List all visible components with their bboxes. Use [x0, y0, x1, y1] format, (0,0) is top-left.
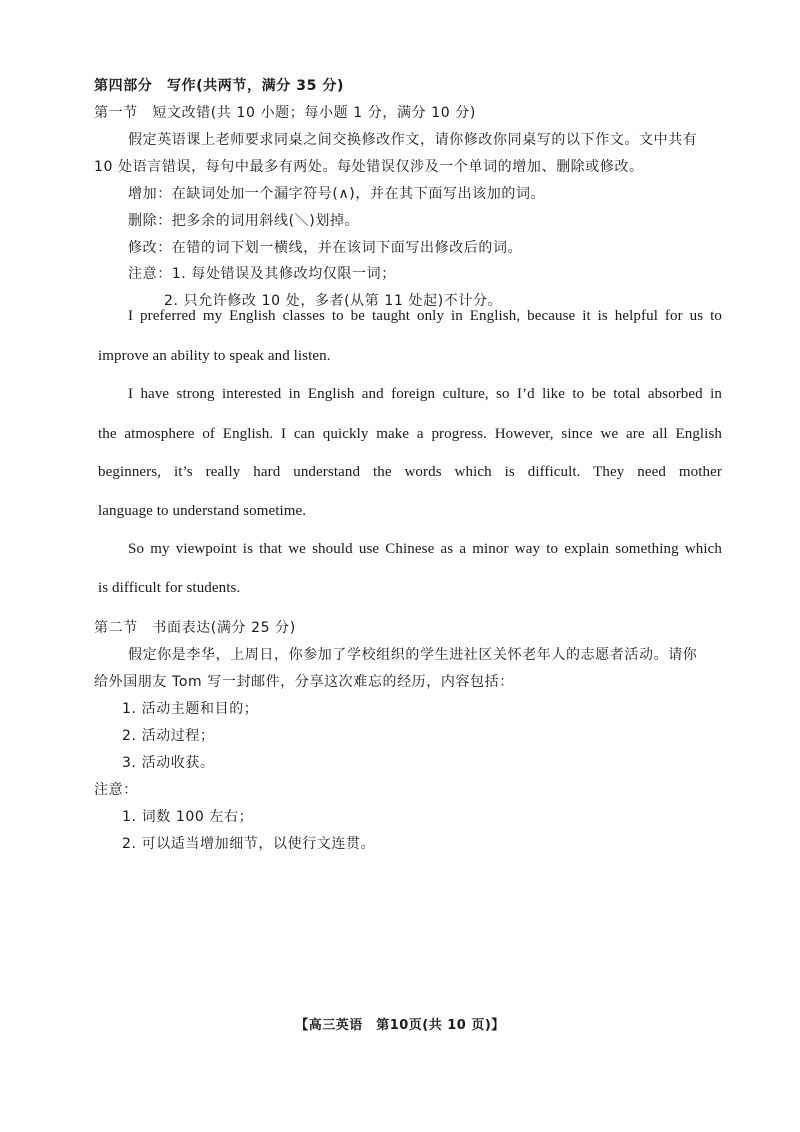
section2-heading: 第二节 书面表达(满分 25 分)	[94, 620, 296, 636]
content-item-1: 1. 活动主题和目的；	[122, 701, 259, 717]
note-item-1: 1. 词数 100 左右；	[122, 809, 254, 825]
delete-rule: 删除：把多余的词用斜线(＼)划掉。	[128, 213, 360, 229]
add-rule: 增加：在缺词处加一个漏字符号(∧)，并在其下面写出该加的词。	[128, 186, 546, 202]
section1-intro-line1: 假定英语课上老师要求同桌之间交换修改作文，请你修改你同桌写的以下作文。文中共有	[128, 132, 698, 148]
essay-p3-line2: is difficult for students.	[98, 580, 241, 596]
essay-p1-line1: I preferred my English classes to be taught only in English, because it is helpful for us to	[128, 308, 722, 324]
modify-rule: 修改：在错的词下划一横线，并在该词下面写出修改后的词。	[128, 240, 523, 256]
section1-heading: 第一节 短文改错(共 10 小题；每小题 1 分，满分 10 分)	[94, 105, 476, 121]
notes-label: 注意：	[94, 782, 138, 798]
essay-p2-line2: the atmosphere of English. I can quickly make a progress. However, since we are all English	[98, 426, 722, 442]
content-item-3: 3. 活动收获。	[122, 755, 215, 771]
essay-p2-line4: language to understand sometime.	[98, 503, 307, 519]
note-item-2: 2. 可以适当增加细节，以使行文连贯。	[122, 836, 376, 852]
part4-heading: 第四部分 写作(共两节，满分 35 分)	[94, 78, 345, 94]
page-footer: 【高三英语 第10页(共 10 页)】	[295, 1018, 505, 1033]
section1-intro-line2: 10 处语言错误，每句中最多有两处。每处错误仅涉及一个单词的增加、删除或修改。	[94, 159, 644, 175]
essay-p2-line3: beginners, it’s really hard understand the words which is difficult. They need mother	[98, 464, 722, 480]
note-2: 2. 只允许修改 10 处，多者(从第 11 处起)不计分。	[164, 293, 503, 309]
section2-intro-line1: 假定你是李华，上周日，你参加了学校组织的学生进社区关怀老年人的志愿者活动。请你	[128, 647, 698, 663]
section2-intro-line2: 给外国朋友 Tom 写一封邮件，分享这次难忘的经历，内容包括：	[94, 674, 514, 690]
essay-p2-line1: I have strong interested in English and foreign culture, so I’d like to be total absorbed in	[128, 386, 722, 402]
note-1: 注意：1. 每处错误及其修改均仅限一词；	[128, 266, 396, 282]
essay-p1-line2: improve an ability to speak and listen.	[98, 348, 331, 364]
content-item-2: 2. 活动过程；	[122, 728, 215, 744]
essay-p3-line1: So my viewpoint is that we should use Chinese as a minor way to explain something which	[128, 541, 722, 557]
